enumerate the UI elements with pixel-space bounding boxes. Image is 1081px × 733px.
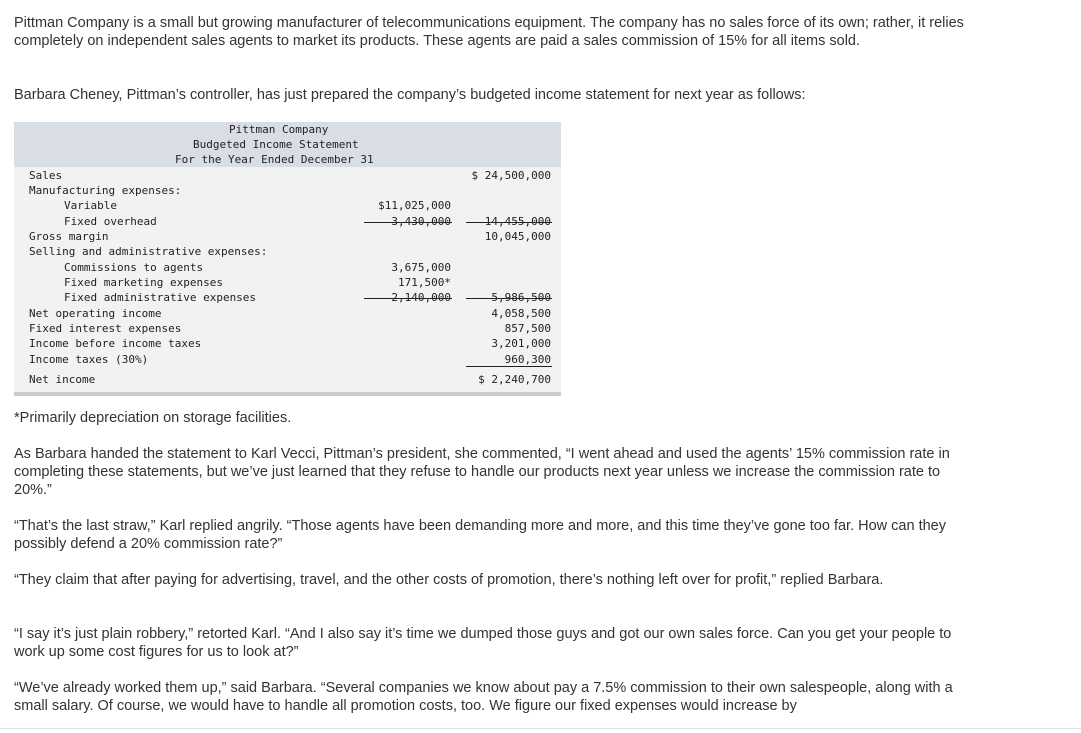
subtotal-underline xyxy=(466,298,552,299)
subtotal-underline xyxy=(466,366,552,367)
statement-footnote: *Primarily depreciation on storage facilities. xyxy=(14,410,292,426)
row-label: Income before income taxes xyxy=(29,337,202,350)
statement-row xyxy=(14,352,561,367)
statement-row xyxy=(14,168,561,183)
statement-header xyxy=(14,122,561,167)
row-label: Net operating income xyxy=(29,307,162,320)
statement-row xyxy=(14,229,561,244)
row-detail-amount: $11,025,000 xyxy=(378,199,451,212)
statement-title: Budgeted Income Statement xyxy=(193,138,359,151)
row-label: Income taxes (30%) xyxy=(29,353,149,366)
row-total-amount: 10,045,000 xyxy=(484,230,551,243)
row-label: Fixed overhead xyxy=(64,215,157,228)
statement-row xyxy=(14,275,561,290)
statement-row xyxy=(14,260,561,275)
row-detail-amount: 3,675,000 xyxy=(391,261,451,274)
story-paragraph: As Barbara handed the statement to Karl Vecci, Pittman’s president, she commented, “I went ahead and used the agents’ 15% commission rate in completing these statements, but we’ve just learned that they refuse to handle our products next year unless we increase the commission rate to 20%.” xyxy=(14,446,950,498)
intro-paragraph: Barbara Cheney, Pittman’s controller, has just prepared the company’s budgeted income statement for next year as follows: xyxy=(14,87,806,103)
statement-company: Pittman Company xyxy=(229,123,329,136)
row-detail-amount: 171,500* xyxy=(398,276,451,289)
row-total-amount: $ 2,240,700 xyxy=(478,373,551,386)
row-label: Fixed interest expenses xyxy=(29,322,182,335)
budgeted-income-statement xyxy=(14,122,561,396)
story-paragraph: “They claim that after paying for advertising, travel, and the other costs of promotion, there’s nothing left over for profit,” replied Barbara. xyxy=(14,572,884,588)
subtotal-underline xyxy=(364,222,452,223)
row-label: Selling and administrative expenses: xyxy=(29,245,268,258)
statement-row xyxy=(14,321,561,336)
statement-row xyxy=(14,183,561,198)
row-label: Manufacturing expenses: xyxy=(29,184,182,197)
story-paragraph: “We’ve already worked them up,” said Barbara. “Several companies we know about pay a 7.5% commission to their own salespeople, along with a small salary. Of course, we would have to handle all promotion costs, too. We figure our fixed expenses would increase by xyxy=(14,680,953,714)
statement-bottom-rule xyxy=(14,392,561,396)
row-total-amount: 4,058,500 xyxy=(491,307,551,320)
subtotal-underline xyxy=(364,298,452,299)
row-total-amount: 5,986,500 xyxy=(491,291,551,304)
row-total-amount: $ 24,500,000 xyxy=(471,169,551,182)
row-total-amount: 14,455,000 xyxy=(484,215,551,228)
statement-row xyxy=(14,244,561,259)
story-paragraph: “That’s the last straw,” Karl replied angrily. “Those agents have been demanding more and more, and this time they’ve gone too far. How can they possibly defend a 20% commission rate?” xyxy=(14,518,946,552)
row-label: Fixed marketing expenses xyxy=(64,276,223,289)
page-bottom-rule xyxy=(0,728,1081,729)
row-total-amount: 857,500 xyxy=(504,322,551,335)
row-label: Net income xyxy=(29,373,96,386)
statement-row xyxy=(14,372,561,387)
intro-paragraph: Pittman Company is a small but growing manufacturer of telecommunications equipment. The company has no sales force of its own; rather, it relies completely on independent sales agents to market its products. These agents are paid a sales commission of 15% for all items sold. xyxy=(14,15,964,49)
row-label: Fixed administrative expenses xyxy=(64,291,257,304)
row-label: Gross margin xyxy=(29,230,109,243)
row-label: Sales xyxy=(29,169,63,182)
row-label: Variable xyxy=(64,199,117,212)
statement-row xyxy=(14,306,561,321)
row-label: Commissions to agents xyxy=(64,261,204,274)
row-total-amount: 960,300 xyxy=(504,353,551,366)
story-paragraph: “I say it’s just plain robbery,” retorted Karl. “And I also say it’s time we dumped those guys and got our own sales force. Can you get your people to work up some cost figures for us to look at?” xyxy=(14,626,952,660)
row-total-amount: 3,201,000 xyxy=(491,337,551,350)
row-detail-amount: 2,140,000 xyxy=(391,291,451,304)
statement-row xyxy=(14,336,561,351)
subtotal-underline xyxy=(466,222,552,223)
statement-period: For the Year Ended December 31 xyxy=(175,153,374,166)
statement-row xyxy=(14,198,561,213)
row-detail-amount: 3,430,000 xyxy=(391,215,451,228)
